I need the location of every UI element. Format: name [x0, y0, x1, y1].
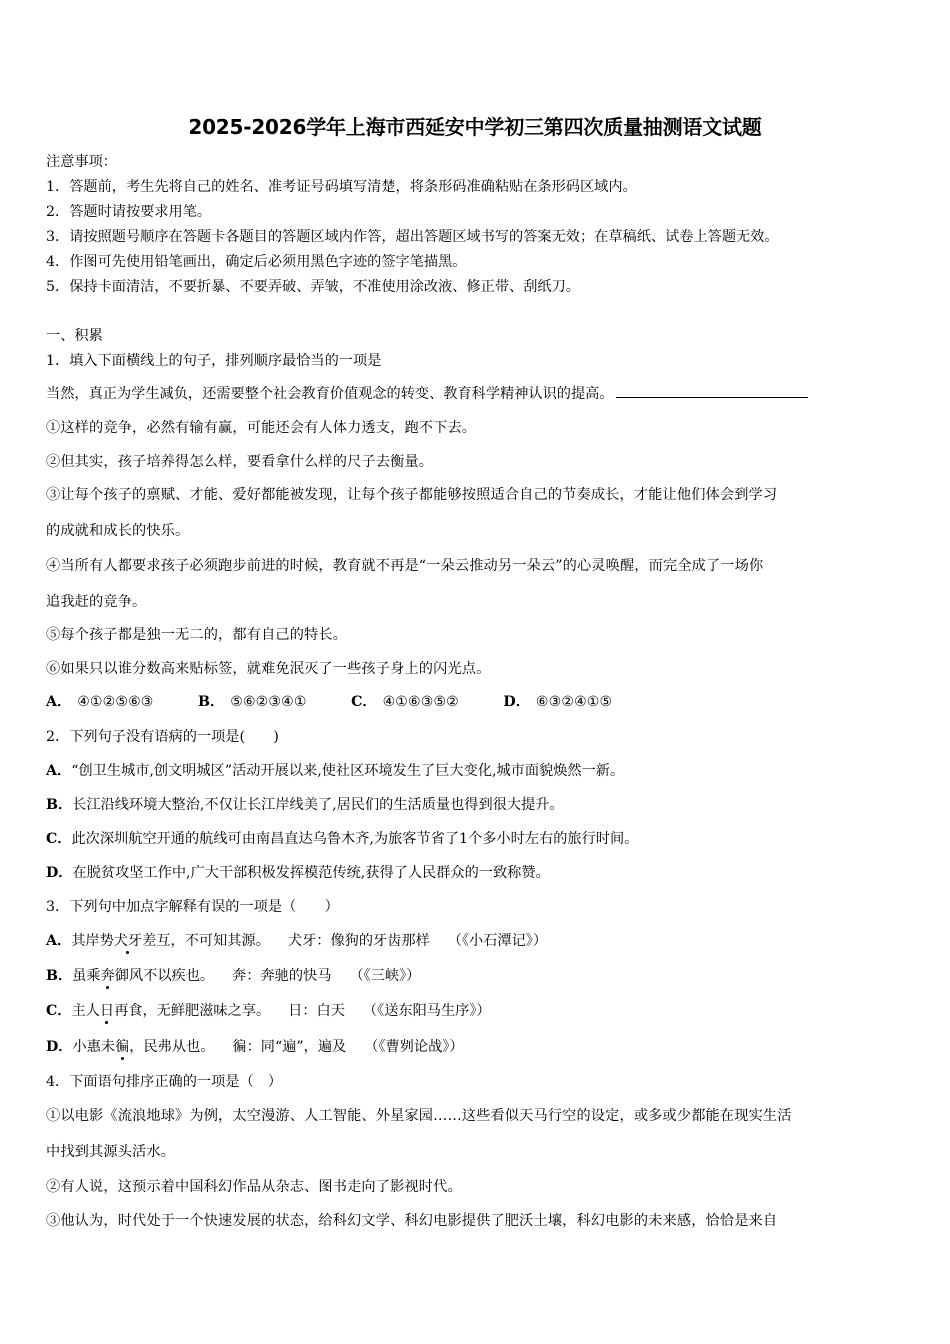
- question-1-stem: 1．填入下面横线上的句子，排列顺序最恰当的一项是: [46, 353, 382, 369]
- option-a[interactable]: A．其岸势犬牙差互，不可知其源。 犬牙：像狗的牙齿那样 （《小石潭记》）: [46, 933, 548, 949]
- option-c[interactable]: C． ④①⑥③⑤②: [351, 694, 459, 710]
- explanation: 徧：同“遍”，遍及: [232, 1039, 347, 1055]
- question-2-stem: 2．下列句子没有语病的一项是( ): [46, 729, 279, 745]
- explanation: 日：白天: [288, 1003, 345, 1019]
- question-3-stem: 3．下列句中加点字解释有误的一项是（ ）: [46, 899, 339, 915]
- section-heading: 一、积累: [46, 328, 103, 344]
- option-a[interactable]: A． ④①②⑤⑥③: [46, 694, 154, 710]
- source: （《送东阳马生序》）: [362, 1003, 491, 1019]
- q1-sentence: ①这样的竞争，必然有输有赢，可能还会有人体力透支，跑不下去。: [46, 420, 477, 436]
- notice-item: 5．保持卡面清洁，不要折暴、不要弄破、弄皱，不准使用涂改液、修正带、刮纸刀。: [46, 279, 580, 295]
- q1-sentence: ⑥如果只以谁分数高来贴标签，就难免泯灭了一些孩子身上的闪光点。: [46, 661, 491, 677]
- option-c[interactable]: C．此次深圳航空开通的航线可由南昌直达乌鲁木齐,为旅客节省了1个多小时左右的旅行时间。: [46, 831, 639, 847]
- q4-sentence: ②有人说，这预示着中国科幻作品从杂志、图书走向了影视时代。: [46, 1179, 462, 1195]
- source: （《小石潭记》）: [447, 933, 548, 949]
- option-c[interactable]: C．主人日再食，无鲜肥滋味之享。 日：白天 （《送东阳马生序》）: [46, 1003, 491, 1019]
- q1-sentence: ⑤每个孩子都是独一无二的，都有自己的特长。: [46, 627, 348, 643]
- q1-sentence: ③让每个孩子的禀赋、才能、爱好都能被发现，让每个孩子都能够按照适合自己的节奏成长，才能让他们体会到学习: [46, 487, 778, 503]
- notice-item: 2．答题时请按要求用笔。: [46, 204, 212, 220]
- notice-item: 1．答题前，考生先将自己的姓名、准考证号码填写清楚，将条形码准确粘贴在条形码区域内。: [46, 179, 637, 195]
- lead-sentence: 当然，真正为学生减负，还需要整个社会教育价值观念的转变、教育科学精神认识的提高。: [46, 386, 614, 402]
- page-title: 2025-2026学年上海市西延安中学初三第四次质量抽测语文试题: [188, 115, 762, 139]
- q1-sentence: ②但其实，孩子培养得怎么样，要看拿什么样的尺子去衡量。: [46, 454, 434, 470]
- q1-options: [46, 692, 652, 712]
- notice-item: 4．作图可先使用铅笔画出，确定后必须用黑色字迹的签字笔描黑。: [46, 254, 467, 270]
- option-d[interactable]: D．小惠未徧，民弗从也。 徧：同“遍”，遍及 （《曹刿论战》）: [46, 1039, 464, 1055]
- dotted-word: 日: [99, 1003, 115, 1019]
- source: （《三峡》）: [349, 968, 421, 984]
- q1-sentence-cont: 的成就和成长的快乐。: [46, 523, 190, 539]
- dotted-word: 徧: [115, 1039, 130, 1055]
- option-b[interactable]: B．虽乘奔御风不以疾也。 奔：奔驰的快马 （《三峡》）: [46, 968, 421, 984]
- q4-sentence-cont: 中找到其源头活水。: [46, 1144, 176, 1160]
- option-d[interactable]: D．在脱贫攻坚工作中,广大干部积极发挥模范传统,获得了人民群众的一致称赞。: [46, 865, 550, 881]
- notice-heading: 注意事项：: [46, 154, 117, 170]
- q4-sentence: ①以电影《流浪地球》为例，太空漫游、人工智能、外星家园……这些看似天马行空的设定，或多或少都能在现实生活: [46, 1108, 792, 1124]
- fill-blank: [616, 385, 808, 398]
- notice-item: 3．请按照题号顺序在答题卡各题目的答题区域内作答，超出答题区域书写的答案无效；在草稿纸、试卷上答题无效。: [46, 229, 779, 245]
- option-a[interactable]: A．“创卫生城市,创文明城区”活动开展以来,使社区环境发生了巨大变化,城市面貌焕然一新。: [46, 763, 625, 779]
- option-b[interactable]: B． ⑤⑥②③④①: [198, 694, 307, 710]
- q1-sentence: ④当所有人都要求孩子必须跑步前进的时候，教育就不再是“一朵云推动另一朵云”的心灵唤醒，而完全成了一场你: [46, 558, 764, 574]
- source: （《曹刿论战》）: [364, 1039, 464, 1055]
- question-1-lead: [46, 384, 808, 404]
- q4-sentence: ③他认为，时代处于一个快速发展的状态，给科幻文学、科幻电影提供了肥沃土壤，科幻电影的未来感，恰恰是来自: [46, 1213, 778, 1229]
- explanation: 奔：奔驰的快马: [232, 968, 332, 984]
- option-b[interactable]: B．长江沿线环境大整治,不仅让长江岸线美了,居民们的生活质量也得到很大提升。: [46, 797, 564, 813]
- q1-sentence-cont: 追我赶的竞争。: [46, 594, 147, 610]
- option-d[interactable]: D． ⑥③②④①⑤: [503, 694, 613, 710]
- explanation: 犬牙：像狗的牙齿那样: [287, 933, 430, 949]
- dotted-word: 奔: [100, 968, 115, 984]
- question-4-stem: 4．下面语句排序正确的一项是（ ）: [46, 1074, 283, 1090]
- dotted-word: 犬牙: [113, 933, 143, 949]
